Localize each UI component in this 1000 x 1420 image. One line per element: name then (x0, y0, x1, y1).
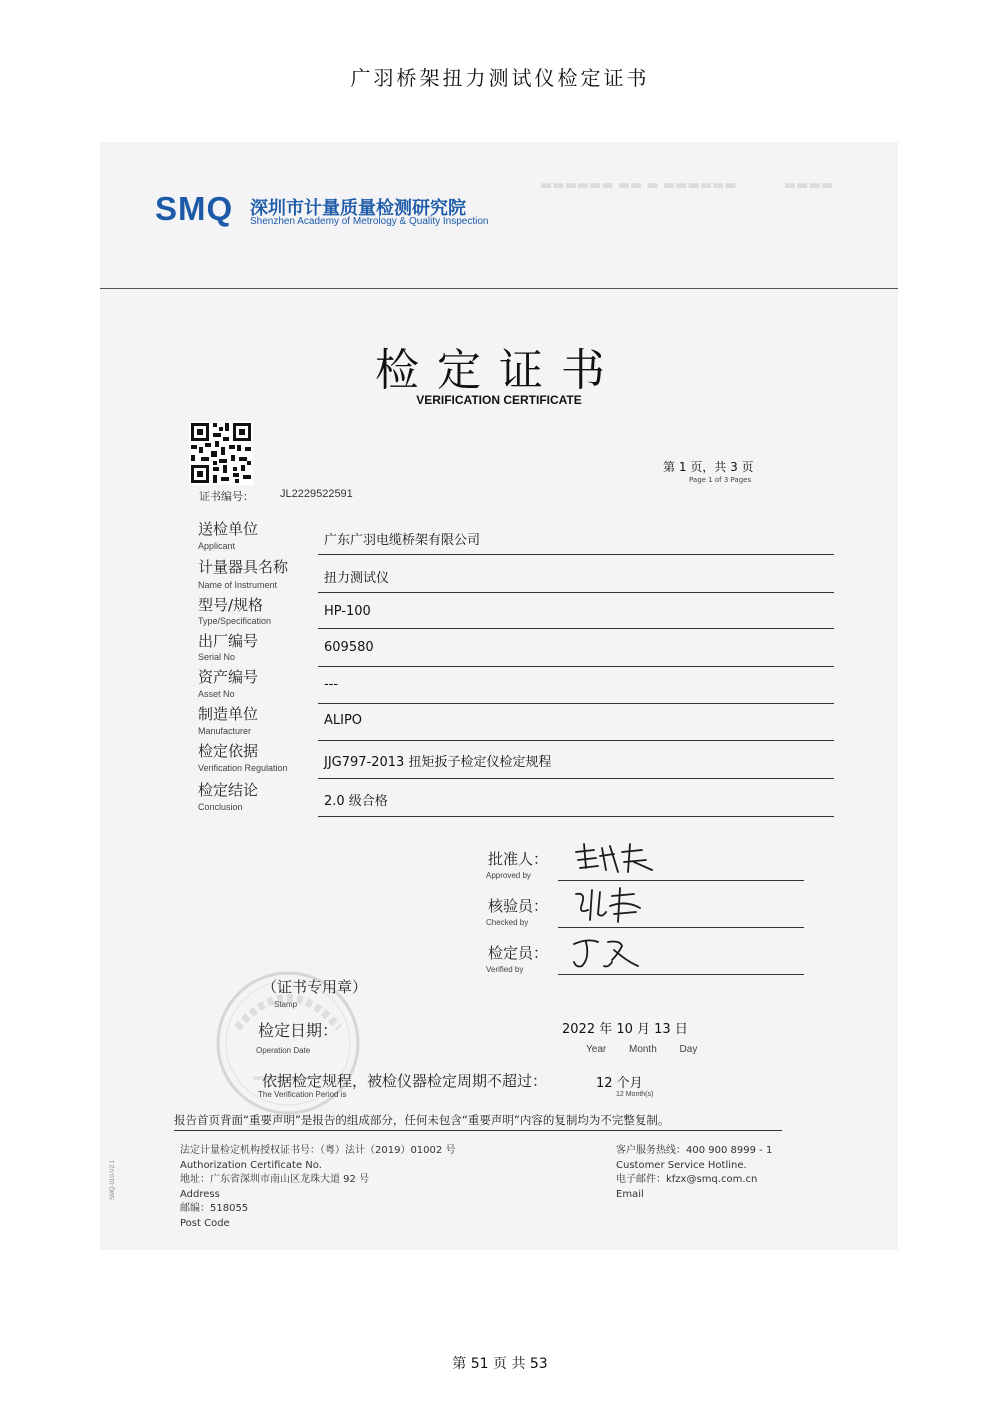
field-label-en-asset: Asset No (198, 689, 235, 699)
verification-period-label: 依据检定规程，被检仪器检定周期不超过： (262, 1072, 548, 1090)
field-label-conclusion: 检定结论 (198, 781, 259, 799)
field-value-instrument: 扭力测试仪 (324, 571, 390, 586)
footer-left (180, 1144, 455, 1231)
signature-label-approved: 批准人： (488, 850, 549, 868)
field-value-applicant: 广东广羽电缆桥架有限公司 (324, 533, 481, 548)
postcode-en: Post Code (180, 1217, 230, 1229)
signature-underline (558, 927, 804, 928)
certificate-title-en: VERIFICATION CERTIFICATE (416, 393, 582, 407)
field-value-serial: 609580 (324, 640, 374, 655)
stamp-label-en: Stamp (274, 1000, 298, 1009)
field-underline (318, 554, 834, 555)
field-label-en-type: Type/Specification (198, 616, 272, 626)
field-underline (318, 666, 834, 667)
field-label-asset: 资产编号 (198, 668, 259, 686)
page-info-en: Page 1 of 3 Pages (689, 476, 752, 484)
institute-name-cn: 深圳市计量质量检测研究院 (250, 198, 466, 219)
field-value-type: HP-100 (324, 604, 371, 619)
certificate-number: JL2229522591 (280, 488, 353, 500)
page-header: 广羽桥架扭力测试仪检定证书 (350, 66, 650, 90)
field-label-en-applicant: Applicant (198, 541, 236, 551)
signature-label-en-verified: Verified by (486, 965, 524, 974)
field-underline (318, 703, 834, 704)
stamp-label: （证书专用章） (262, 978, 368, 996)
qr-code-icon (189, 421, 253, 485)
page-footer: 第 51 页 共 53 (452, 1356, 548, 1372)
signature-approved (572, 838, 660, 878)
authorization-number: 法定计量检定机构授权证书号：（粤）法计（2019）01002 号 (180, 1145, 456, 1156)
operation-date-label-en: Operation Date (256, 1046, 311, 1055)
field-label-en-regulation: Verification Regulation (198, 763, 288, 773)
verification-period-value: 12 个月 (596, 1076, 643, 1091)
important-notice: 报告首页背面“重要声明”是报告的组成部分，任何未包含“重要声明”内容的复制均为不完整复制。 (174, 1113, 670, 1127)
field-underline (318, 740, 834, 741)
operation-date-label: 检定日期： (258, 1021, 339, 1040)
footer-right (616, 1144, 772, 1202)
field-value-regulation: JJG797-2013 扭矩扳子检定仪检定规程 (324, 755, 552, 770)
verification-period-unit: 12 Month(s) (616, 1091, 654, 1098)
field-underline (318, 816, 834, 817)
field-label-applicant: 送检单位 (198, 520, 259, 538)
certificate-title: 检定证书 (375, 345, 623, 396)
email-en: Email (616, 1188, 644, 1200)
field-label-manufacturer: 制造单位 (198, 705, 259, 723)
header-rule (100, 288, 898, 289)
signature-verified (568, 932, 648, 976)
field-label-en-manufacturer: Manufacturer (198, 726, 252, 736)
field-label-instrument: 计量器具名称 (198, 558, 289, 576)
customer-hotline: 客户服务热线：400 900 8999 - 1 (616, 1145, 773, 1156)
notice-rule (174, 1130, 782, 1131)
logo-mark: SMQ (155, 190, 234, 227)
postcode: 邮编：518055 (180, 1203, 249, 1214)
field-label-en-serial: Serial No (198, 652, 236, 662)
signature-label-en-approved: Approved by (486, 871, 531, 880)
signature-checked (570, 884, 650, 928)
field-label-en-conclusion: Conclusion (198, 802, 243, 812)
operation-date-units: Year Month Day (586, 1044, 698, 1055)
bleed-through-text: ▬▬▬▬ (784, 178, 834, 193)
signature-label-checked: 核验员： (488, 897, 549, 915)
institute-logo (155, 190, 233, 228)
address: 地址：广东省深圳市南山区龙珠大道 92 号 (180, 1174, 370, 1185)
bleed-through-text: ▬▬▬▬▬▬ ▬▬ ▬ ▬▬▬▬▬▬ (540, 178, 737, 193)
field-underline (318, 628, 834, 629)
field-value-asset: --- (324, 677, 339, 692)
certificate-number-label: 证书编号： (199, 490, 254, 503)
field-underline (318, 778, 834, 779)
field-value-conclusion: 2.0 级合格 (324, 794, 388, 809)
signature-underline (558, 974, 804, 975)
field-label-serial: 出厂编号 (198, 632, 259, 650)
customer-hotline-en: Customer Service Hotline. (616, 1159, 747, 1171)
email: 电子邮件：kfzx@smq.com.cn (616, 1174, 758, 1185)
signature-label-verified: 检定员： (488, 944, 549, 962)
authorization-number-en: Authorization Certificate No. (180, 1159, 322, 1171)
form-code: SMQ-010-V2.1 (110, 1159, 116, 1200)
certificate-scan (100, 142, 898, 1250)
operation-date-value: 2022 年 10 月 13 日 (562, 1022, 688, 1037)
field-label-regulation: 检定依据 (198, 742, 259, 760)
field-value-manufacturer: ALIPO (324, 713, 363, 728)
signature-underline (558, 880, 804, 881)
field-underline (318, 592, 834, 593)
page-info: 第 1 页，共 3 页 (663, 460, 754, 474)
institute-name-en: Shenzhen Academy of Metrology & Quality Inspection (250, 216, 489, 227)
field-label-en-instrument: Name of Instrument (198, 580, 278, 590)
field-label-type: 型号/规格 (198, 596, 264, 614)
signature-label-en-checked: Checked by (486, 918, 529, 927)
address-en: Address (180, 1188, 220, 1200)
verification-period-label-en: The Verification Period is (258, 1090, 347, 1099)
